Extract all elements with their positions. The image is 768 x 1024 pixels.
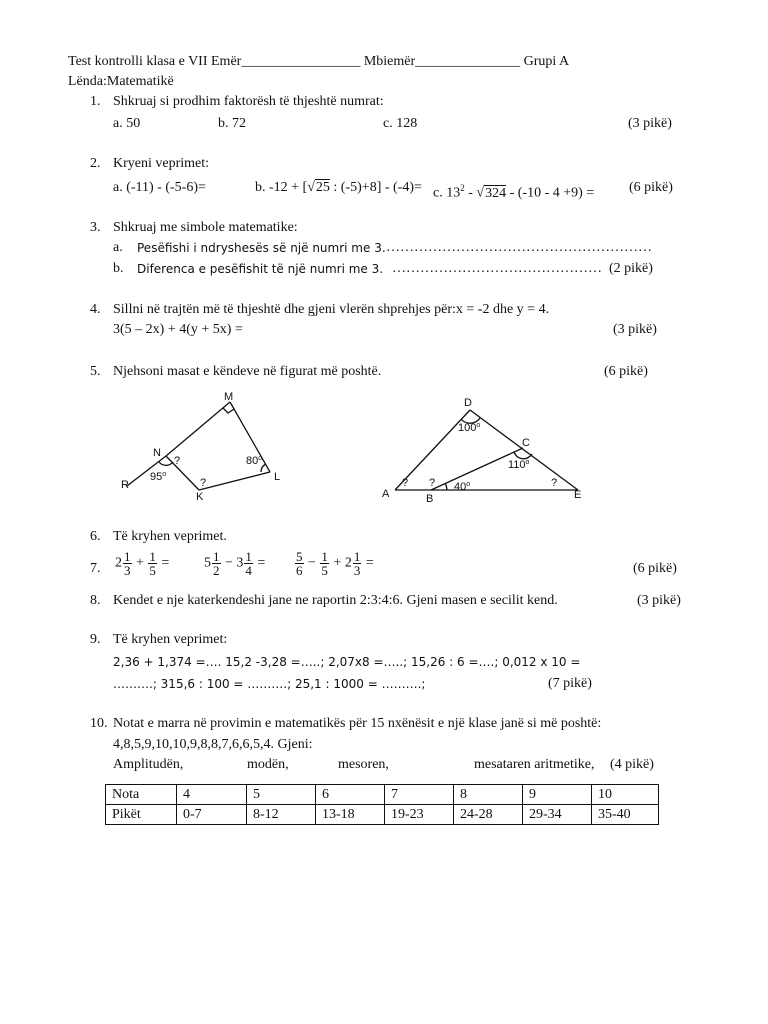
q1-a: a. 50 — [113, 116, 141, 131]
q3-b-label: b. — [113, 261, 124, 276]
side-KN — [166, 456, 199, 490]
q4-number: 4. — [90, 302, 101, 317]
q10-ask-mode: modën, — [247, 757, 289, 772]
table-cell: 8 — [454, 785, 523, 805]
table-cell: 5 — [247, 785, 316, 805]
figure-triangle — [375, 390, 605, 505]
angle-value-N: 95$^o$ — [150, 471, 167, 483]
angle-value-L: 80$^o$ — [246, 455, 263, 467]
q7-expression-2: 5 $\frac{1}{2}$ − 3 $\frac{1}{4}$ = — [204, 549, 266, 578]
unknown-angle-N: ? — [174, 455, 181, 467]
label-N: N — [153, 447, 161, 459]
label-B: B — [426, 493, 434, 505]
q7-expression-1: 2 $\frac{1}{3}$ + $\frac{1}{5}$ = — [115, 549, 170, 578]
q8-number: 8. — [90, 593, 101, 608]
label-D: D — [464, 397, 472, 409]
q2-c: c. $13^2 - √324 - (-10 - 4 +9)$ = — [433, 183, 595, 201]
q1-number: 1. — [90, 94, 101, 109]
q4-points: (3 pikë) — [613, 322, 657, 337]
q5-text: Njehsoni masat e këndeve në figurat më poshtë. — [113, 364, 382, 379]
q8-text: Kendet e nje katerkendeshi jane ne raportin 2:3:4:6. Gjeni masen e secilit kend. — [113, 593, 558, 608]
q2-text: Kryeni veprimet: — [113, 156, 210, 171]
q3-a-dots: ………………………………………………… — [386, 240, 652, 255]
q3-a-text: Pesëfishi i ndryshesës së një numri me 3. — [137, 241, 386, 255]
angle-arc-L — [261, 464, 266, 472]
q9-text: Të kryhen veprimet: — [113, 632, 228, 647]
unknown-angle-E: ? — [551, 477, 558, 489]
unknown-angle-B: ? — [429, 477, 436, 489]
q10-points: (4 pikë) — [610, 757, 654, 772]
table-cell: 13-18 — [316, 805, 385, 825]
q8-points: (3 pikë) — [637, 593, 681, 608]
label-C: C — [522, 437, 530, 449]
q1-text: Shkruaj si prodhim faktorësh të thjeshtë numrat: — [113, 94, 384, 109]
table-cell: Nota — [106, 785, 177, 805]
angle-value-C: 110$^o$ — [508, 459, 530, 471]
table-cell: 4 — [177, 785, 247, 805]
q5-number: 5. — [90, 364, 101, 379]
q9-line-2: ……….; 315,6 : 100 = ……….; 25,1 : 1000 = ……….; — [113, 677, 426, 691]
label-L: L — [274, 471, 281, 483]
table-row — [106, 805, 659, 825]
q3-points: (2 pikë) — [609, 261, 653, 276]
label-R: R — [121, 479, 129, 491]
q10-number: 10. — [90, 716, 108, 731]
q10-data: 4,8,5,9,10,10,9,8,8,7,6,6,5,4. Gjeni: — [113, 737, 313, 752]
q2-a: a. (-11) - (-5-6)= — [113, 180, 206, 195]
table-cell: 24-28 — [454, 805, 523, 825]
angle-arc-B — [445, 483, 447, 490]
label-M: M — [224, 391, 234, 403]
q10-ask-mean: mesataren aritmetike, — [474, 757, 595, 772]
q1-b: b. 72 — [218, 116, 246, 131]
angle-arc-N — [159, 462, 173, 465]
q10-ask-range: Amplitudën, — [113, 757, 184, 772]
label-E: E — [574, 489, 582, 501]
table-cell: 8-12 — [247, 805, 316, 825]
side-LK — [199, 472, 270, 490]
table-row — [106, 785, 659, 805]
angle-value-B: 40$^o$ — [454, 481, 471, 493]
q6-text: Të kryhen veprimet. — [113, 529, 227, 544]
table-cell: 19-23 — [385, 805, 454, 825]
q10-ask-median: mesoren, — [338, 757, 389, 772]
q3-text: Shkruaj me simbole matematike: — [113, 220, 298, 235]
table-cell: 0-7 — [177, 805, 247, 825]
q3-number: 3. — [90, 220, 101, 235]
q3-b-dots: ……………………………………… — [392, 261, 602, 276]
q7-number: 7. — [90, 561, 101, 576]
unknown-angle-A: ? — [402, 477, 409, 489]
q9-number: 9. — [90, 632, 101, 647]
angle-value-D: 100$^o$ — [458, 422, 481, 434]
q9-points: (7 pikë) — [548, 676, 592, 691]
side-NM — [166, 402, 230, 456]
q3-b-text: Diferenca e pesëfishit të një numri me 3. — [137, 262, 384, 276]
q4-expression: 3(5 – 2x) + 4(y + 5x) = — [113, 322, 243, 337]
q2-points: (6 pikë) — [629, 180, 673, 195]
q1-points: (3 pikë) — [628, 116, 672, 131]
table-cell: 6 — [316, 785, 385, 805]
q1-c: c. 128 — [383, 116, 418, 131]
q7-points: (6 pikë) — [633, 561, 677, 576]
unknown-angle-K: ? — [200, 477, 207, 489]
header-line: Test kontrolli klasa e VII Emër_________________ Mbiemër_______________ Grupi A — [68, 54, 570, 69]
table-cell: 29-34 — [523, 805, 592, 825]
table-cell: 9 — [523, 785, 592, 805]
table-cell: 35-40 — [592, 805, 659, 825]
q7-expression-3: $\frac{5}{6}$ − $\frac{1}{5}$ + 2 $\frac{1}{3}$ = — [296, 549, 374, 578]
table-cell: Pikët — [106, 805, 177, 825]
grades-table — [105, 784, 659, 825]
table-cell: 7 — [385, 785, 454, 805]
q4-text: Sillni në trajtën më të thjeshtë dhe gjeni vlerën shprehjes për:x = -2 dhe y = 4. — [113, 302, 550, 317]
angle-arc-C — [514, 452, 532, 459]
q9-line-1: 2,36 + 1,374 =…. 15,2 -3,28 =…..; 2,07x8 =…..; 15,26 : 6 =….; 0,012 x 10 = — [113, 655, 581, 669]
q2-number: 2. — [90, 156, 101, 171]
q2-b: b. -12 + [√25 : (-5)+8] - (-4)= — [255, 180, 422, 195]
q3-a-label: a. — [113, 240, 123, 255]
figure-quadrilateral — [110, 390, 300, 505]
right-angle-mark-M — [223, 408, 234, 413]
q5-points: (6 pikë) — [604, 364, 648, 379]
subject-label: Lënda:Matematikë — [68, 74, 174, 89]
label-A: A — [382, 488, 390, 500]
label-K: K — [196, 491, 204, 503]
q10-text: Notat e marra në provimin e matematikës për 15 nxënësit e një klase janë si më poshtë: — [113, 716, 602, 731]
q6-number: 6. — [90, 529, 101, 544]
table-cell: 10 — [592, 785, 659, 805]
side-DE — [470, 410, 578, 490]
